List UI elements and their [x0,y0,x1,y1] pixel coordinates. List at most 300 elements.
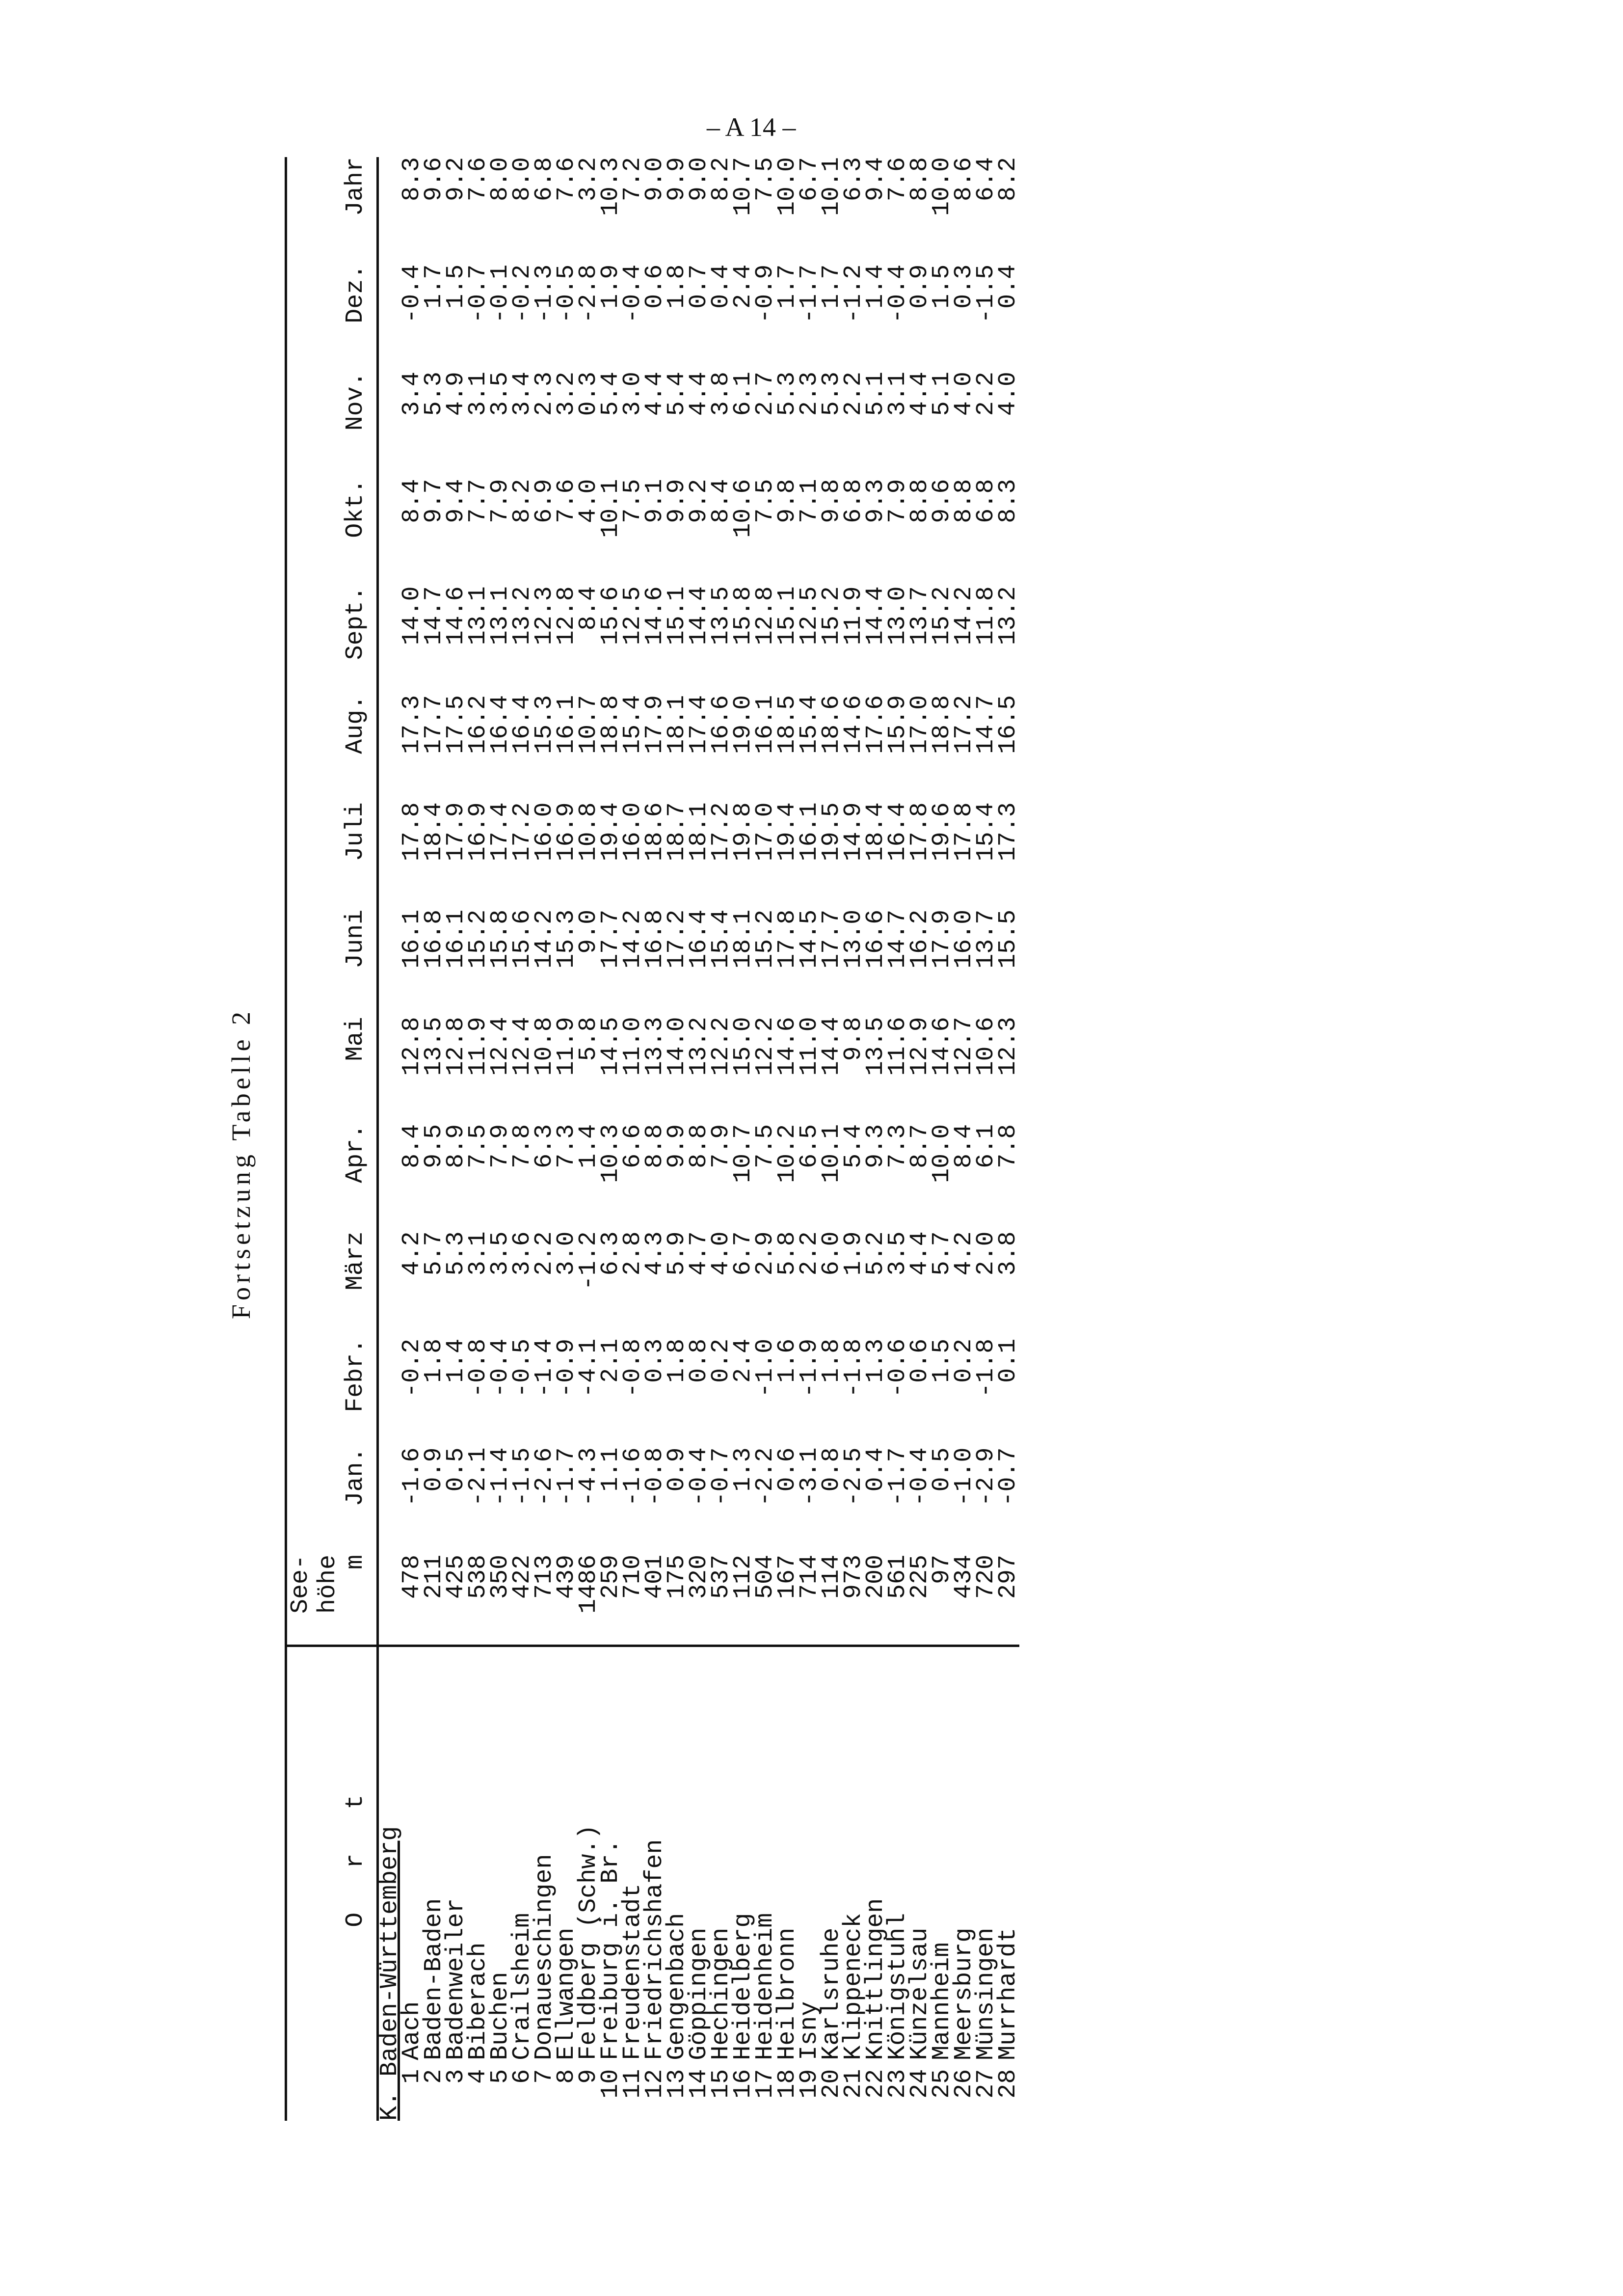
row-value: -0.8 [641,1447,669,1507]
row-value: 17.4 [486,802,514,862]
row-value: 5.7 [928,1231,956,1276]
row-value: 12.4 [508,1017,536,1076]
row-hoehe: 320 [685,1554,713,1599]
row-value: 8.2 [994,157,1022,202]
row-value: 12.8 [442,1017,470,1076]
page-number: – A 14 – [707,112,796,142]
row-number: 25 [928,2069,956,2099]
row-value: 4.2 [398,1231,426,1276]
row-value: 18.4 [420,802,448,862]
row-value: 7.6 [884,157,912,202]
row-value: 17.2 [950,695,978,754]
row-number: 17 [751,2069,779,2099]
row-value: 4.4 [685,372,713,416]
row-number: 14 [685,2069,713,2099]
row-value: 16.0 [619,802,647,862]
row-value: 13.0 [884,586,912,646]
row-value: 11.8 [972,586,1000,646]
row-value: 5.9 [663,1231,691,1276]
row-value: 8.4 [950,1124,978,1168]
region-spacer [378,157,401,1646]
row-ort: Klippeneck [843,1646,865,2060]
row-value: 8.4 [575,586,603,631]
row-value: 16.1 [442,909,470,969]
row-ort: Heilbronn [776,1646,798,2060]
row-value: 9.9 [663,479,691,523]
row-value: 1.5 [442,264,470,309]
row-value: 0.7 [685,264,713,309]
row-value: 12.8 [398,1017,426,1076]
row-value: 6.0 [818,1231,846,1276]
header-nr [286,2060,378,2121]
row-value: 16.1 [796,802,824,862]
row-value: 7.5 [619,479,647,523]
row-value: -1.6 [619,1447,647,1507]
header-hoehe: See- höhe m [286,1555,378,1646]
row-value: 14.2 [531,909,559,969]
row-value: 2.8 [619,1231,647,1276]
row-value: 0.8 [685,1338,713,1383]
row-value: 12.2 [707,1017,735,1076]
row-value: 10.1 [818,1124,846,1183]
row-value: 3.8 [994,1231,1022,1276]
row-value: 16.1 [553,695,581,754]
row-value: -2.8 [575,264,603,324]
row-hoehe: 401 [641,1554,669,1599]
row-value: 17.7 [420,695,448,754]
row-value: 14.6 [641,586,669,646]
row-value: -2.9 [972,1447,1000,1507]
row-value: 3.4 [398,372,426,416]
row-value: -0.5 [508,1338,536,1398]
row-hoehe: 350 [486,1554,514,1599]
row-ort: Isny [798,1646,821,2060]
row-value: 11.6 [884,1017,912,1076]
row-value: 2.2 [796,1231,824,1276]
row-value: 16.4 [486,695,514,754]
row-value: 3.6 [508,1231,536,1276]
row-value: 14.2 [619,909,647,969]
row-value: 7.8 [994,1124,1022,1168]
row-value: 1.5 [928,264,956,309]
header-aug: Aug. [286,695,378,803]
row-value: 18.8 [928,695,956,754]
row-value: 8.7 [906,1124,934,1168]
row-ort: Freiburg i. Br. [600,1646,622,2060]
row-number: 18 [773,2069,801,2099]
row-value: 7.9 [486,479,514,523]
row-value: 13.0 [840,909,868,969]
row-value: 9.3 [862,1124,890,1168]
row-value: 10.8 [575,802,603,862]
row-value: 4.9 [442,372,470,416]
row-value: 14.4 [685,586,713,646]
region-label [376,1646,404,2121]
row-value: 0.3 [950,264,978,309]
row-value: 15.8 [486,909,514,969]
row-value: -0.8 [619,1338,647,1398]
row-value: -1.2 [840,264,868,324]
row-hoehe: 112 [729,1554,757,1599]
row-value: 1.1 [597,1447,625,1492]
row-value: 6.8 [531,157,559,202]
row-value: 9.5 [420,1124,448,1168]
row-value: 8.0 [508,157,536,202]
row-value: 15.0 [729,1017,757,1076]
row-value: 17.2 [663,909,691,969]
row-value: 10.1 [818,157,846,216]
row-value: 0.6 [906,1338,934,1383]
row-value: 1.4 [575,1124,603,1168]
row-value: 8.2 [707,157,735,202]
row-value: -0.1 [486,264,514,324]
row-value: 10.6 [972,1017,1000,1076]
row-value: 17.0 [751,802,779,862]
row-number: 22 [862,2069,890,2099]
row-value: 3.2 [575,157,603,202]
row-ort: Heidenheim [754,1646,776,2060]
row-value: 18.1 [729,909,757,969]
row-number: 26 [950,2069,978,2099]
row-number: 1 [398,2069,426,2084]
row-value: 17.8 [906,802,934,862]
row-value: 1.8 [420,1338,448,1383]
row-value: -1.9 [796,1338,824,1398]
row-value: 1.4 [862,264,890,309]
row-value: 14.0 [398,586,426,646]
row-value: 14.0 [663,1017,691,1076]
row-value: 2.4 [729,1338,757,1383]
row-value: 5.8 [575,1017,603,1061]
row-value: 0.2 [950,1338,978,1383]
row-value: 11.9 [840,586,868,646]
row-hoehe: 537 [707,1554,735,1599]
row-value: 1.8 [663,1338,691,1383]
row-number: 5 [486,2069,514,2084]
row-value: 7.9 [884,479,912,523]
row-value: 14.5 [796,909,824,969]
rotated-table-page [226,157,1453,2121]
row-number: 15 [707,2069,735,2099]
row-value: 10.3 [597,157,625,216]
row-value: 15.4 [707,909,735,969]
row-value: 13.5 [420,1017,448,1076]
row-value: -1.7 [553,1447,581,1507]
row-value: 15.3 [553,909,581,969]
row-value: 0.9 [663,1447,691,1492]
row-value: 18.8 [597,695,625,754]
row-value: 8.0 [486,157,514,202]
row-ort: Gengenbach [666,1646,688,2060]
row-value: 8.3 [398,157,426,202]
row-value: 8.2 [508,479,536,523]
row-value: 12.5 [796,586,824,646]
row-ort: Murrhardt [997,1646,1019,2060]
row-number: 4 [464,2069,492,2084]
row-hoehe: 973 [840,1554,868,1599]
row-value: 19.6 [928,802,956,862]
row-value: 9.0 [575,909,603,954]
row-ort: Heidelberg [732,1646,754,2060]
row-value: 8.8 [906,479,934,523]
row-value: 16.9 [464,802,492,862]
row-value: 11.9 [553,1017,581,1076]
row-ort: Meersburg [953,1646,975,2060]
row-value: 16.4 [884,802,912,862]
row-value: 15.2 [751,909,779,969]
climate-table [285,157,1022,2121]
row-value: -0.7 [994,1447,1022,1507]
row-value: 10.6 [729,479,757,538]
row-number: 24 [906,2069,934,2099]
row-value: -0.4 [486,1338,514,1398]
row-ort: Königstuhl [887,1646,909,2060]
row-number: 13 [663,2069,691,2099]
row-value: 17.5 [442,695,470,754]
row-value: 0.4 [862,1447,890,1492]
row-value: 15.4 [796,695,824,754]
row-value: 14.2 [950,586,978,646]
row-ort: Donaueschingen [533,1646,556,2060]
row-number: 11 [619,2069,647,2099]
row-value: -2.5 [840,1447,868,1507]
row-value: 10.0 [928,1124,956,1183]
row-value: 7.5 [751,479,779,523]
row-value: 1.9 [597,264,625,309]
row-value: 4.4 [906,372,934,416]
row-value: 3.8 [707,372,735,416]
row-ort: Feldberg (Schw.) [578,1646,600,2060]
row-value: 14.6 [840,695,868,754]
row-value: 17.9 [641,695,669,754]
table-caption: Fortsetzung Tabelle 2 [226,1007,256,1320]
row-value: 8.8 [641,1124,669,1168]
row-value: 18.6 [641,802,669,862]
row-value: 10.2 [773,1124,801,1183]
row-value: 4.2 [950,1231,978,1276]
row-value: -1.6 [398,1447,426,1507]
row-value: 17.8 [773,909,801,969]
row-value: 6.1 [972,1124,1000,1168]
row-value: 0.4 [994,264,1022,309]
row-value: 10.0 [773,157,801,216]
row-value: 12.4 [486,1017,514,1076]
row-value: 15.4 [619,695,647,754]
row-value: 15.3 [531,695,559,754]
row-value: 13.5 [707,586,735,646]
row-ort: Münsingen [975,1646,997,2060]
row-ort: Friedrichshafen [644,1646,666,2060]
row-ort: Göppingen [688,1646,710,2060]
row-value: 17.2 [707,802,735,862]
row-value: 6.3 [531,1124,559,1168]
row-value: 2.2 [531,1231,559,1276]
row-value: 8.9 [442,1124,470,1168]
header-ort: O r t [286,1646,378,2060]
row-value: 17.8 [950,802,978,862]
row-value: 1.6 [773,1338,801,1383]
row-value: 13.2 [685,1017,713,1076]
row-value: -0.8 [464,1338,492,1398]
row-value: 8.8 [906,157,934,202]
row-value: 7.9 [707,1124,735,1168]
row-value: 15.2 [818,586,846,646]
row-value: -1.7 [884,1447,912,1507]
header-juni: Juni [286,910,378,1017]
row-value: 16.1 [398,909,426,969]
row-hoehe: 175 [663,1554,691,1599]
row-value: -2.2 [751,1447,779,1507]
row-value: 7.5 [464,1124,492,1168]
row-value: 7.6 [553,157,581,202]
row-value: 9.9 [663,1124,691,1168]
row-value: 5.1 [862,372,890,416]
row-value: 15.2 [928,586,956,646]
row-value: 12.3 [994,1017,1022,1076]
row-value: 14.9 [840,802,868,862]
row-value: 7.1 [796,479,824,523]
row-value: 5.3 [818,372,846,416]
header-maerz: März [286,1231,378,1339]
header-nov: Nov. [286,372,378,479]
row-value: 0.6 [773,1447,801,1492]
row-value: 14.6 [773,1017,801,1076]
row-hoehe: 97 [928,1554,956,1584]
row-value: 7.6 [464,157,492,202]
row-value: 4.4 [641,372,669,416]
row-value: 16.9 [553,802,581,862]
row-value: -1.4 [486,1447,514,1507]
row-value: 8.4 [398,1124,426,1168]
row-value: 5.1 [928,372,956,416]
row-value: -0.9 [553,1338,581,1398]
row-value: 7.7 [464,479,492,523]
row-value: 18.1 [685,802,713,862]
row-value: 7.8 [508,1124,536,1168]
row-value: 19.8 [729,802,757,862]
row-value: 16.8 [420,909,448,969]
row-value: 12.2 [751,1017,779,1076]
row-value: 16.5 [994,695,1022,754]
row-value: 1.8 [663,264,691,309]
row-value: 14.4 [862,586,890,646]
row-ort: Freudenstadt [622,1646,644,2060]
header-sept: Sept. [286,586,378,695]
row-value: 15.6 [597,586,625,646]
row-value: 7.6 [553,479,581,523]
row-hoehe: 504 [751,1554,779,1599]
region-text: K. Baden-Württemberg [376,1826,404,2121]
row-value: 9.0 [685,157,713,202]
row-value: 2.3 [531,372,559,416]
row-value: 13.2 [994,586,1022,646]
row-value: 3.5 [486,1231,514,1276]
row-value: 18.7 [663,802,691,862]
row-value: 13.7 [972,909,1000,969]
row-value: 12.3 [531,586,559,646]
row-number: 21 [840,2069,868,2099]
row-ort: Ellwangen [556,1646,578,2060]
row-value: 9.8 [818,479,846,523]
row-value: 13.3 [641,1017,669,1076]
row-value: 9.8 [840,1017,868,1061]
row-value: 0.9 [420,1447,448,1492]
header-apr: Apr. [286,1124,378,1232]
row-hoehe: 713 [531,1554,559,1599]
row-hoehe: 167 [773,1554,801,1599]
row-value: 5.3 [442,1231,470,1276]
row-value: 18.1 [663,695,691,754]
row-value: 19.4 [773,802,801,862]
row-value: 4.7 [685,1231,713,1276]
row-value: 17.9 [928,909,956,969]
row-value: 17.9 [442,802,470,862]
row-value: 16.4 [685,909,713,969]
row-value: 9.4 [442,479,470,523]
row-number: 28 [994,2069,1022,2099]
row-value: 19.0 [729,695,757,754]
row-hoehe: 259 [597,1554,625,1599]
row-value: -0.2 [398,1338,426,1398]
row-ort: Baden-Baden [423,1646,445,2060]
row-value: 5.4 [663,372,691,416]
row-value: -0.7 [707,1447,735,1507]
row-ort: Crailsheim [511,1646,533,2060]
row-value: 6.3 [597,1231,625,1276]
row-value: 13.7 [906,586,934,646]
row-value: -2.6 [531,1447,559,1507]
table-row [997,157,1019,2121]
row-value: 2.4 [729,264,757,309]
row-value: 13.1 [464,586,492,646]
row-hoehe: 478 [398,1554,426,1599]
row-value: 12.5 [619,586,647,646]
row-ort: Hechingen [710,1646,732,2060]
row-value: -0.7 [464,264,492,324]
row-hoehe: 434 [950,1554,978,1599]
row-number: 12 [641,2069,669,2099]
row-value: 4.0 [707,1231,735,1276]
row-value: 17.3 [994,802,1022,862]
row-value: 4.0 [575,479,603,523]
table-body [378,157,1020,2121]
row-value: 13.5 [862,1017,890,1076]
row-value: 6.9 [531,479,559,523]
row-value: 3.2 [553,372,581,416]
row-value: 6.6 [619,1124,647,1168]
row-value: 3.5 [486,372,514,416]
row-value: 1.7 [420,264,448,309]
row-value: 9.8 [773,479,801,523]
row-value: 6.5 [796,1124,824,1168]
row-value: 6.4 [972,157,1000,202]
row-value: 16.0 [531,802,559,862]
row-value: 13.2 [508,586,536,646]
row-value: 2.9 [751,1231,779,1276]
row-hoehe: 425 [442,1554,470,1599]
row-value: 14.5 [597,1017,625,1076]
row-value: 14.7 [884,909,912,969]
row-value: -0.5 [553,264,581,324]
row-value: 2.1 [597,1338,625,1383]
row-value: 8.8 [685,1124,713,1168]
row-value: 1.7 [818,264,846,309]
row-value: 1.3 [729,1447,757,1492]
row-value: -3.1 [796,1447,824,1507]
row-value: 18.5 [773,695,801,754]
row-value: 19.4 [597,802,625,862]
row-ort: Karlsruhe [821,1646,843,2060]
